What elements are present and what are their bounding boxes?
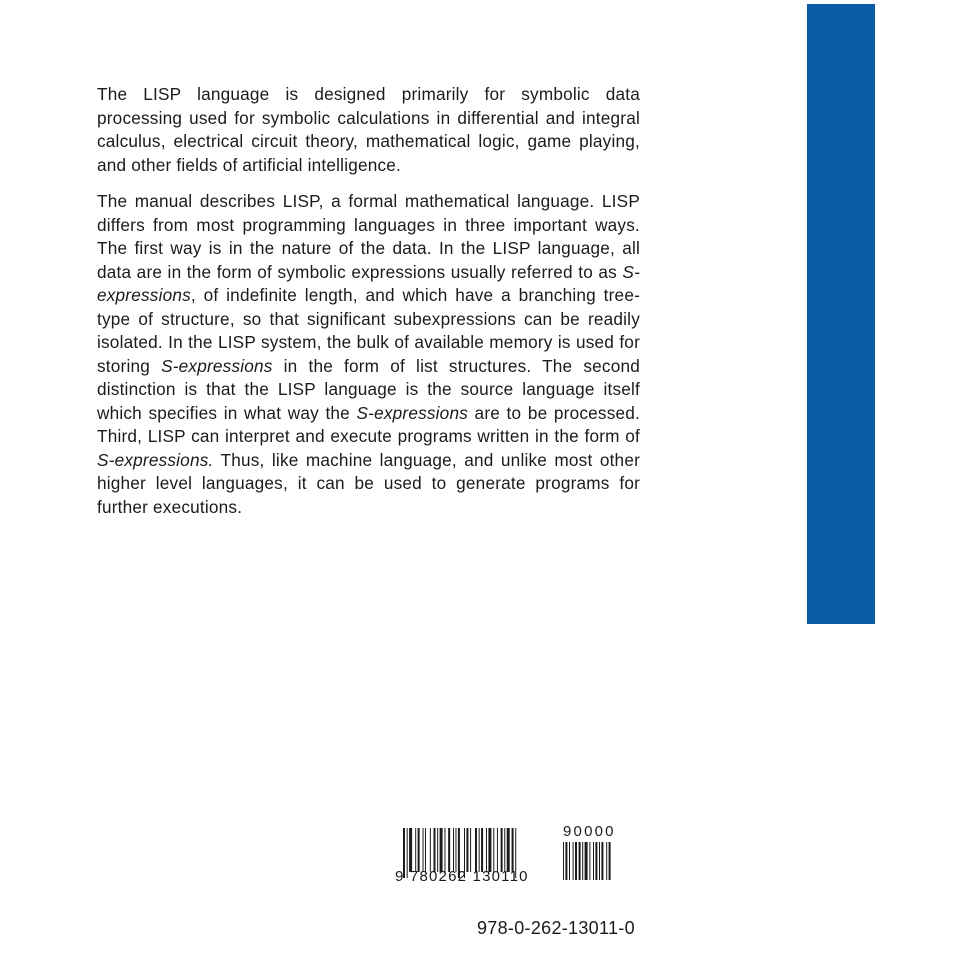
barcode-addon-bar <box>609 842 611 880</box>
barcode-addon-bar <box>595 842 597 880</box>
s-expressions-term: S-expressions <box>97 261 640 305</box>
barcode-addon-bar <box>601 842 603 880</box>
barcode-addon-bar <box>575 842 577 880</box>
s-expressions-term: S-expressions <box>161 355 273 376</box>
blurb-paragraph-2 <box>97 190 640 519</box>
barcode-addon-bar <box>593 842 594 880</box>
barcode-bar <box>512 828 514 872</box>
barcode-bar <box>418 828 420 872</box>
barcode-bar <box>475 828 477 872</box>
barcode-bar <box>444 828 445 872</box>
blurb-text-segment: in the form of list structures. The second distinction is that the LISP language is the source language itself which specifies in what way the <box>97 355 641 423</box>
barcode-bar <box>409 828 412 872</box>
barcode-bar <box>425 828 426 872</box>
barcode-addon-bar <box>582 842 583 880</box>
barcode-bar <box>466 828 468 872</box>
barcode-bar <box>453 828 454 872</box>
barcode-bar <box>430 828 431 872</box>
barcode-addon-bar <box>589 842 590 880</box>
barcode-addon-bar <box>569 842 570 880</box>
barcode-addon-bar <box>599 842 600 880</box>
barcode-bar <box>437 828 438 872</box>
barcode-bar <box>507 828 510 872</box>
barcode-addon-bar <box>563 842 564 880</box>
barcode-bar <box>470 828 471 872</box>
barcode-bar <box>481 828 483 872</box>
barcode-addon-bar <box>573 842 574 880</box>
blurb-text-segment: are to be processed. Third, LISP can interpret and execute programs written in the form of <box>97 402 640 446</box>
blurb-text-segment: Thus, like machine language, and unlike most other higher level languages, it can be used to generate programs for further executions. <box>97 449 640 517</box>
barcode-bar <box>486 828 487 872</box>
barcode-bar <box>455 828 456 872</box>
blurb-paragraph-1: The LISP language is designed primarily for symbolic data processing used for symbolic calculations in differential and integral calculus, electrical circuit theory, mathematical logic, game playing, and other fields of artificial intelligence. <box>97 84 640 175</box>
barcode-bar <box>488 828 491 872</box>
blurb-text <box>97 83 640 532</box>
barcode-bar <box>434 828 436 872</box>
barcode-addon-bar <box>585 842 588 880</box>
s-expressions-term: S-expressions. <box>97 449 214 470</box>
barcode-bar <box>448 828 450 872</box>
isbn-number: 978-0-262-13011-0 <box>477 918 635 938</box>
barcode-addon-bar <box>606 842 607 880</box>
barcode-bar <box>497 828 498 872</box>
barcode-addon-bar <box>579 842 581 880</box>
barcode-bar <box>504 828 505 872</box>
barcode-price-code: 90000 <box>563 823 616 840</box>
barcode-bar <box>501 828 503 872</box>
barcode-bar <box>423 828 424 872</box>
barcode-bar <box>479 828 480 872</box>
blurb-text-segment: , of indefinite length, and which have a branching tree-type of structure, so that significant subexpressions can be readily isolated. In the LISP system, the bulk of available memory is used for storing <box>97 285 640 376</box>
accent-band <box>807 4 875 624</box>
blurb-text-segment: The manual describes LISP, a formal mathematical language. LISP differs from most programming languages in three important ways. The first way is in the nature of the data. In the LISP language, all data are in the form of symbolic expressions usually referred to as <box>97 191 640 282</box>
barcode-digits: 9 780262 130110 <box>395 868 529 885</box>
s-expressions-term: S-expressions <box>356 402 468 423</box>
barcode-bar <box>440 828 443 872</box>
barcode <box>395 824 635 886</box>
barcode-addon-bar <box>565 842 567 880</box>
barcode-bar <box>415 828 416 872</box>
barcode-bar <box>493 828 494 872</box>
